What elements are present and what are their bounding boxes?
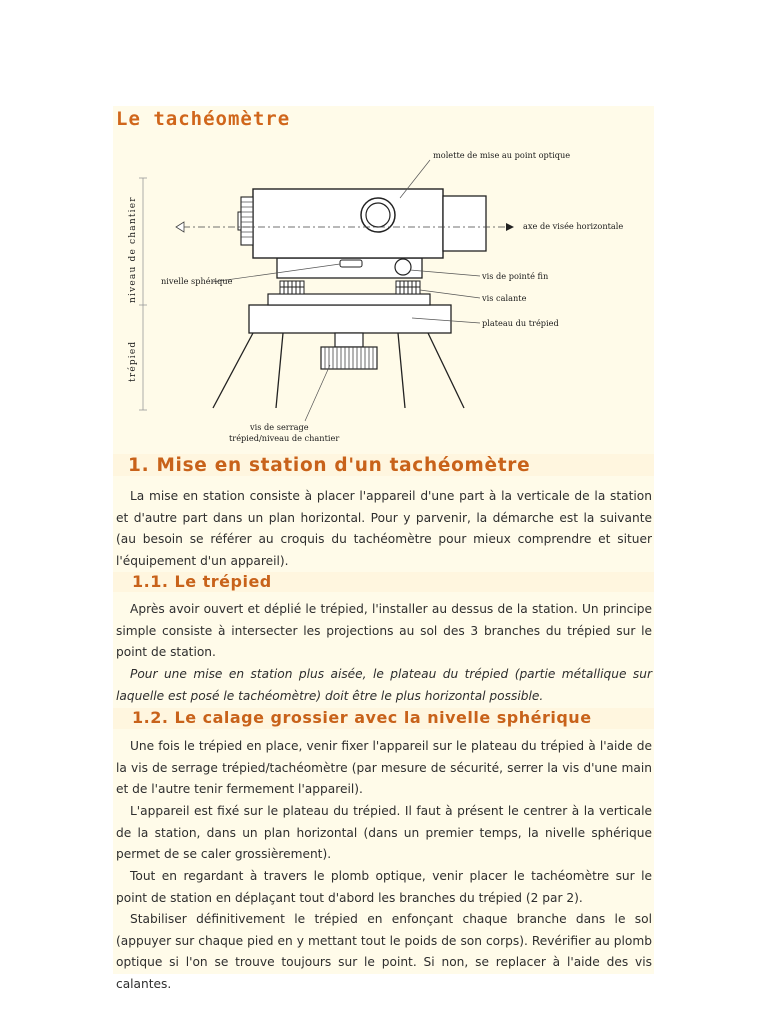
page-title: Le tachéomètre [116, 108, 291, 130]
leveling-screws [280, 281, 420, 294]
label-niveau-chantier: niveau de chantier [128, 196, 138, 303]
section-heading-1-1: 1.1. Le trépied [132, 572, 272, 591]
paragraph-1-2-d: Stabiliser définitivement le trépied en enfonçant chaque branche dans le sol (appuyer sur chaque pied en y mettant tout le poids de son corps). Revérifier au plomb optique si l'on se trouve toujours sur le point. Si non, se replacer à l'aide des vis calantes. [116, 912, 652, 991]
label-molette: molette de mise au point optique [433, 150, 571, 160]
telescope-body [253, 189, 443, 258]
paragraph-1-1-a: Après avoir ouvert et déplié le trépied, l'installer au dessus de la station. Un principe simple consiste à intersecter les projections au sol des 3 branches du trépied sur le point de station. [116, 602, 652, 659]
tripod-plate [249, 305, 451, 333]
tacheometre-diagram [113, 140, 654, 450]
label-serrage-trepied: trépied/niveau de chantier [229, 433, 340, 443]
label-nivelle: nivelle sphérique [161, 276, 233, 286]
axis-arrow-right [506, 223, 514, 231]
axis-arrow-left [176, 222, 184, 232]
label-plateau: plateau du trépied [482, 318, 559, 328]
paragraph-1-2-a: Une fois le trépied en place, venir fixer l'appareil sur le plateau du trépied à l'aide de la vis de serrage trépied/tachéomètre (par mesure de sécurité, serrer la vis d'une main et de l'autre tenir fermement l'appareil). [116, 739, 652, 796]
telescope-tube [443, 196, 486, 251]
label-axe-visee: axe de visée horizontale [523, 221, 624, 231]
paragraph-1-1-b: Pour une mise en station plus aisée, le plateau du trépied (partie métallique sur laquelle est posé le tachéomètre) doit être le plus horizontal possible. [116, 667, 652, 703]
circular-level [340, 260, 362, 267]
fine-pointing-screw [395, 259, 411, 275]
label-vis-calante: vis calante [482, 293, 527, 303]
base-plate [268, 294, 430, 305]
label-vis-pointe: vis de pointé fin [482, 271, 549, 281]
section-heading-1: 1. Mise en station d'un tachéomètre [128, 455, 531, 476]
label-vis-serrage: vis de serrage [250, 422, 309, 432]
section-heading-1-2: 1.2. Le calage grossier avec la nivelle sphérique [132, 708, 592, 727]
label-trepied-vertical: trépied [128, 340, 138, 382]
paragraph-1-2-c: Tout en regardant à travers le plomb optique, venir placer le tachéomètre sur le point de station en déplaçant tout d'abord les branches du trépied (2 par 2). [116, 869, 652, 905]
clamping-knob [321, 333, 377, 369]
eyepiece [238, 197, 253, 245]
paragraph-1: La mise en station consiste à placer l'appareil d'une part à la verticale de la station et d'autre part dans un plan horizontal. Pour y parvenir, la démarche est la suivante (au besoin se référer au croquis du tachéomètre pour mieux comprendre et situer l'équipement d'un appareil). [116, 489, 652, 568]
paragraph-1-2-b: L'appareil est fixé sur le plateau du trépied. Il faut à présent le centrer à la verticale de la station, dans un plan horizontal (dans un premier temps, la nivelle sphérique permet de se caler grossièrement). [116, 804, 652, 861]
